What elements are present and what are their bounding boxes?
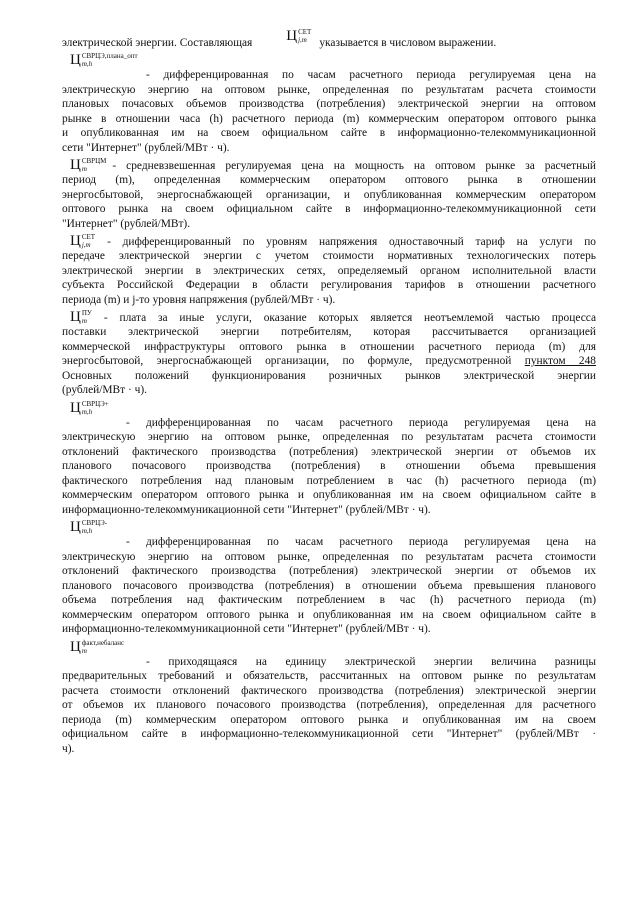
definition-line: планового почасового производства (потребления) в отношении объема превышения — [62, 460, 596, 472]
formula-symbol: Ц СВРЦЭ- m,h — [70, 519, 108, 535]
definition-line: оптового рынка на своем официальном сайте в информационно-телекоммуникационной сети — [62, 203, 596, 215]
definition-line: периода (m) коммерческим оператором оптового рынка и опубликованная им на своем — [62, 713, 596, 726]
definition-line: планового почасового производства (потребления) в отношении объема превышения планового — [62, 579, 596, 592]
formula-symbol: Ц ПУ m — [70, 309, 92, 325]
definition-line: поставки электрической энергии потребителям, которая рассчитывается организацией — [62, 326, 596, 338]
formula-symbol: Ц СЕТ j,m — [286, 28, 312, 44]
definition-line: Основных положений функционирования розничных рынков электрической энергии — [62, 369, 596, 382]
definition-block — [62, 233, 596, 307]
definition-block — [62, 400, 596, 518]
definition-line: сети "Интернет" (рублей/МВт · ч). — [62, 141, 230, 154]
definition-line: коммерческим оператором оптового рынка и опубликованная им на своем официальном сайте в — [62, 489, 596, 501]
definition-line: отклонений фактического производства (потребления) электрической энергии от объемов их — [62, 445, 596, 458]
definition-line: от объемов их планового почасового производства (потребления), определенная для расчетного — [62, 699, 596, 711]
definition-block — [62, 157, 596, 231]
definition-line: предварительных требований и обязательств, рассчитанных на оптовом рынке по результатам — [62, 670, 596, 682]
definition-line: субъекта Российской Федерации в области регулирования тарифов в отношении расчетного — [62, 279, 596, 291]
definition-line: коммерческой инфраструктуры оптового рынка в отношении расчетного периода (m) для — [62, 340, 596, 353]
definition-line: энергосбытовой, энергоснабжающей организации, по формуле, предусмотренной пунктом 248 — [62, 355, 596, 367]
definition-line: - плата за иные услуги, оказание которых является неотъемлемой частью процесса — [103, 311, 596, 324]
definition-line: и опубликованная им на своем официальном сайте в информационно-телекоммуникационной — [62, 127, 596, 139]
intro-line — [62, 28, 596, 50]
article-link[interactable]: пунктом 248 — [524, 355, 596, 367]
definition-line: период (m), определенная коммерческим оператором оптового рынка в отношении — [62, 174, 596, 186]
definition-line: (рублей/МВт · ч). — [62, 384, 147, 396]
definition-block — [62, 639, 596, 757]
definition-line: фактического потребления над плановым потреблением в час (h) расчетного периода (m) — [62, 474, 596, 487]
definition-line: - дифференцированная по часам расчетного периода регулируемая цена на — [126, 536, 596, 548]
formula-symbol: Ц факт,небаланс m — [70, 638, 125, 655]
definition-line: расчета стоимости отклонений фактического производства (потребления) электрической энергии — [62, 684, 596, 697]
definition-line: передаче электрической энергии с учетом стоимости нормативных технологических потерь — [62, 250, 596, 262]
definition-line: электрическую энергию на оптовом рынке, определенная по результатам расчета стоимости — [62, 550, 596, 563]
definition-line: отклонений фактического производства (потребления) электрической энергии от объемов их — [62, 565, 596, 577]
formula-symbol: Ц СЕТ j,m — [70, 233, 96, 249]
definition-line: плановых почасовых объемов производства (потребления) электрической энергии на оптовом — [62, 98, 596, 110]
definition-line: информационно-телекоммуникационной сети "Интернет" (рублей/МВт · ч). — [62, 503, 431, 516]
definition-line: - дифференцированная по часам расчетного периода регулируемая цена на — [146, 69, 596, 81]
definition-block — [62, 519, 596, 637]
definition-line: - дифференцированный по уровням напряжения одноставочный тариф на услуги по — [107, 235, 596, 248]
formula-symbol: Ц СВРЦЭ,плана_опт m,h — [70, 52, 138, 68]
definition-line: электрическую энергию на оптовом рынке, определенная по результатам расчета стоимости — [62, 431, 596, 443]
document-page — [62, 28, 596, 756]
definition-line: информационно-телекоммуникационной сети "Интернет" (рублей/МВт · ч). — [62, 623, 431, 635]
definition-block — [62, 309, 596, 398]
definition-line: объема потребления над фактическим потреблением в час (h) расчетного периода (m) — [62, 594, 596, 606]
definition-line: периода (m) и j-то уровня напряжения (рублей/МВт · ч). — [62, 293, 336, 306]
definition-line: энергосбытовой, энергоснабжающей организации, и опубликованная коммерческим оператором — [62, 188, 596, 201]
definition-line: "Интернет" (рублей/МВт). — [62, 217, 191, 230]
definition-line: коммерческим оператором оптового рынка и опубликованная им на своем официальном сайте в — [62, 608, 596, 621]
intro-text-before: электрической энергии. Составляющая — [62, 36, 253, 49]
definition-line: - дифференцированная по часам расчетного периода регулируемая цена на — [126, 416, 596, 429]
definition-line: официальном сайте в информационно-телекоммуникационной сети "Интернет" (рублей/МВт · — [62, 728, 596, 740]
formula-symbol: Ц СВРЦМ m — [70, 157, 107, 173]
definition-line: электрической энергии в электрических сетях, определяемый органом исполнительной власти — [62, 264, 596, 277]
definition-block — [62, 52, 596, 155]
intro-text-after: указывается в числовом выражении. — [319, 36, 497, 49]
definition-line: ч). — [62, 742, 75, 755]
definition-line: рынке в отношении часа (h) расчетного периода (m) коммерческим оператором оптового рынка — [62, 112, 596, 125]
formula-symbol: Ц СВРЦЭ+ m,h — [70, 399, 109, 416]
definition-line: - приходящаяся на единицу электрической энергии величина разницы — [146, 655, 596, 668]
definition-line: - средневзвешенная регулируемая цена на мощность на оптовом рынке за расчетный — [112, 159, 596, 172]
definition-line: электрическую энергию на оптовом рынке, определенная по результатам расчета стоимости — [62, 83, 596, 96]
